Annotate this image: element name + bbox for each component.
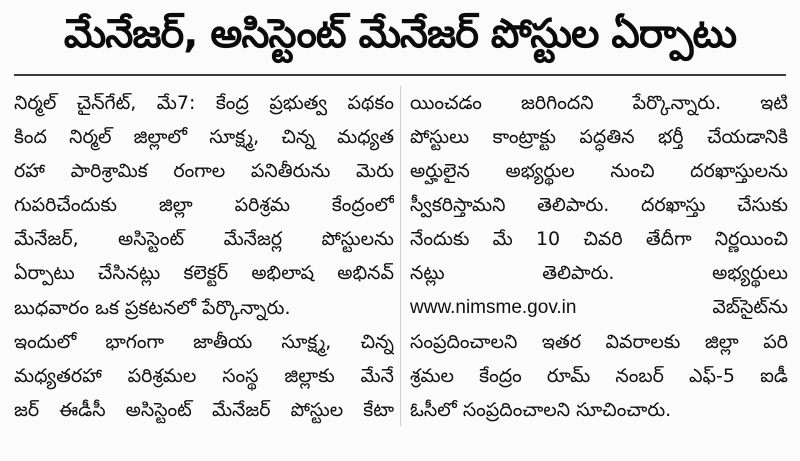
headline: మేనేజర్, అసిస్టెంట్ మేనేజర్ పోస్టుల ఏర్పాటు — [63, 11, 737, 57]
text-line: స్వీకరిస్తామని తెలిపారు. దరఖాస్తు చేసుకు — [410, 194, 788, 217]
website-url-line: www.nimsme.gov.in వెబ్‌సైట్‌ను — [410, 296, 788, 318]
text-line: నట్లు తెలిపారు. అభ్యర్థులు — [410, 262, 788, 285]
text-line: ఓసీలో సంప్రదించాలని సూచించారు. — [410, 398, 672, 421]
text-line: నిర్మల్ చైన్‌గేట్, మే7: కేంద్ర ప్రభుత్వ పథకం — [14, 92, 394, 114]
text-line: రహా పారిశ్రామిక రంగాల పనితీరును మెరు — [14, 160, 394, 183]
article-column-right — [410, 86, 788, 427]
text-line: గుపరిచేందుకు జిల్లా పరిశ్రమ కేంద్రంలో — [14, 194, 394, 217]
headline-rule — [14, 74, 786, 76]
text-line: ఏర్పాటు చేసినట్లు కలెక్టర్ అభిలాష అభినవ్ — [14, 262, 394, 285]
text-line: మేనేజర్, అసిస్టెంట్ మేనేజర్ల పోస్టులను — [14, 228, 394, 251]
text-line: ఇందులో భాగంగా జాతీయ సూక్ష్మ, చిన్న — [14, 330, 394, 353]
text-line: యించడం జరిగిందని పేర్కొన్నారు. ఇటి — [410, 92, 788, 114]
text-line: శ్రమల కేంద్రం రూమ్ నంబర్ ఎఫ్-5 ఐడీ — [410, 364, 788, 387]
column-divider — [400, 86, 401, 426]
text-line: జర్ ఈడీసీ అసిస్టెంట్ మేనేజర్ పోస్టుల కేటా — [14, 398, 394, 421]
text-line: పోస్టులు కాంట్రాక్టు పద్ధతిన భర్తీ చేయడానికి — [410, 126, 788, 149]
text-line: బుధవారం ఒక ప్రకటనలో పేర్కొన్నారు. — [14, 296, 291, 319]
text-line: మధ్యతరహా పరిశ్రమల సంస్థ జిల్లాకు మేనే — [14, 364, 394, 387]
text-line: సంప్రదించాలని ఇతర వివరాలకు జిల్లా పరి — [410, 330, 788, 353]
text-line: కింద నిర్మల్ జిల్లాలో సూక్ష్మ, చిన్న మధ్యత — [14, 126, 394, 149]
text-line: నేందుకు మే 10 చివరి తేదీగా నిర్ణయించి — [410, 228, 788, 251]
article-column-left — [14, 86, 394, 427]
text-line: అర్హులైన అభ్యర్థుల నుంచి దరఖాస్తులను — [410, 160, 788, 183]
